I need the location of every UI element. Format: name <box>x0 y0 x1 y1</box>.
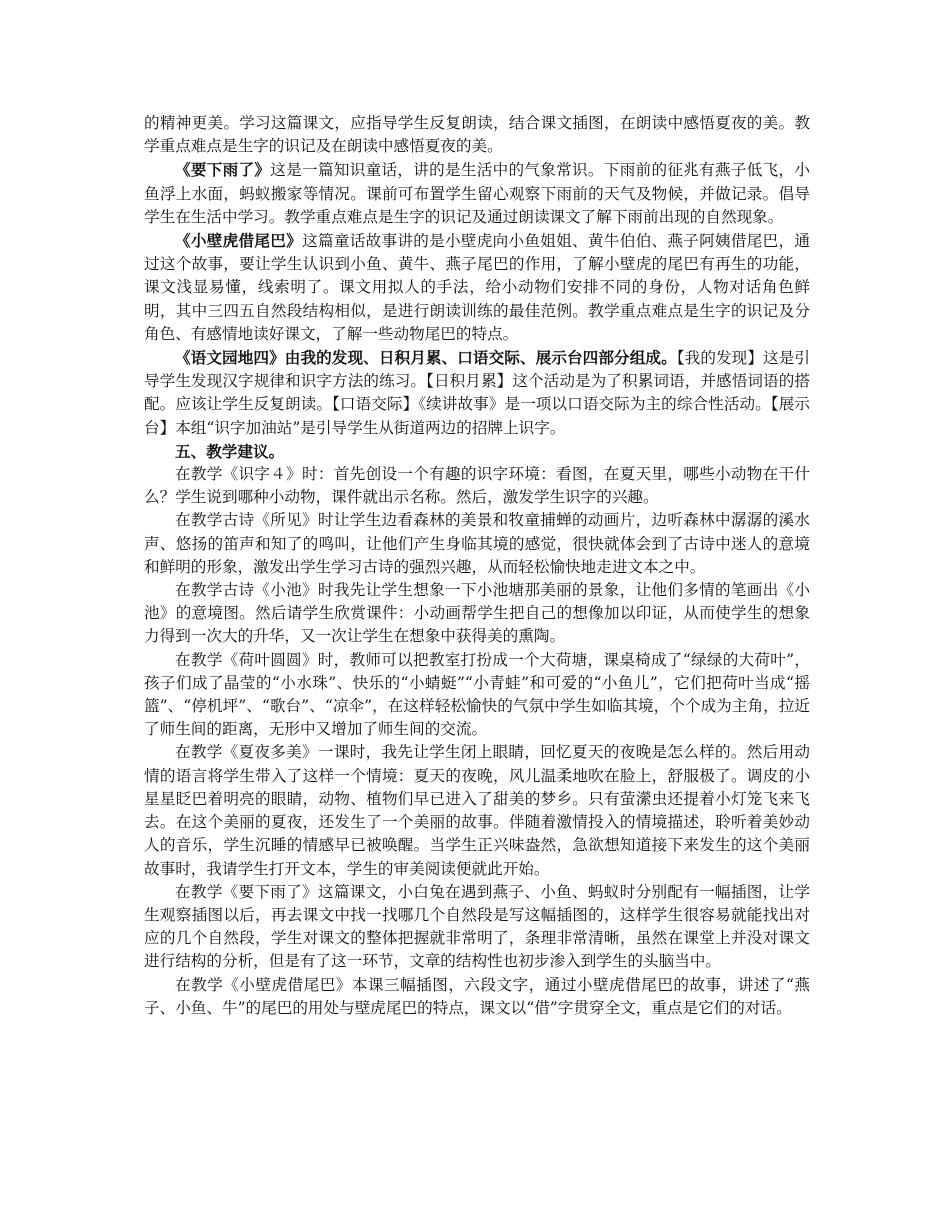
section-heading: 五、教学建议。 <box>175 441 285 461</box>
lesson-title: 《要下雨了》 <box>175 160 271 180</box>
paragraph-he-ye: 在教学《荷叶圆圆》时，教师可以把教室打扮成一个大荷塘，课桌椅成了“绿绿的大荷叶”，孩子们成了晶莹的“小水珠”、快乐的“小蜻蜓”“小青蛙”和可爱的“小鱼儿”，它们把荷叶当成“摇篮”、“停机坪”、“歌台”、“凉伞”，在这样轻松愉快的气氛中学生如临其境，个个成为主角，拉近了师生间的距离，无形中又增加了师生间的交流。 <box>144 650 810 739</box>
document-page <box>144 112 810 1020</box>
paragraph-yu-wen-yuan-di <box>144 346 810 440</box>
paragraph-xiao-bi-hu-2: 在教学《小壁虎借尾巴》本课三幅插图，六段文字，通过小壁虎借尾巴的故事，讲述了“燕子、小鱼、牛”的尾巴的用处与壁虎尾巴的特点，课文以“借”字贯穿全文，重点是它们的对话。 <box>144 975 810 1017</box>
paragraph-text: 这篇童话故事讲的是小壁虎向小鱼姐姐、黄牛伯伯、燕子阿姨借尾巴，通过这个故事，要让学生认识到小鱼、黄牛、燕子尾巴的作用，了解小壁虎的尾巴有再生的功能，课文浅显易懂，线索明了。课文用拟人的手法，给小动物们安排不同的身份，人物对话角色鲜明，其中三四五自然段结构相似，是进行朗读训练的最佳范例。教学重点难点是生字的识记及分角色、有感情地读好课文，了解一些动物尾巴的特点。 <box>144 232 810 343</box>
paragraph-shi-zi-4: 在教学《识字４》时：首先创设一个有趣的识字环境：看图，在夏天里，哪些小动物在干什么？学生说到哪种小动物，课件就出示名称。然后，激发学生识字的兴趣。 <box>144 465 810 507</box>
lesson-title: 《小壁虎借尾巴》 <box>175 231 303 251</box>
paragraph-xia-ye: 在教学《夏夜多美》一课时，我先让学生闭上眼睛，回忆夏天的夜晚是怎么样的。然后用动情的语言将学生带入了这样一个情境：夏天的夜晚，风儿温柔地吹在脸上，舒服极了。调皮的小星星眨巴着明亮的眼睛，动物、植物们早已进入了甜美的梦乡。只有萤瀠虫还提着小灯笼飞来飞去。在这个美丽的夏夜，还发生了一个美丽的故事。伴随着激情投入的情境描述，聆听着美妙动人的音乐，学生沉睡的情感早已被唤醒。当学生正兴味盎然，急欲想知道接下来发生的这个美丽故事时，我请学生打开文本，学生的审美阅读便就此开始。 <box>144 743 810 878</box>
paragraph-continuation: 的精神更美。学习这篇课文，应指导学生反复朗读，结合课文插图，在朗读中感悟夏夜的美。教学重点难点是生字的识记及在朗读中感悟夏夜的美。 <box>144 114 810 156</box>
paragraph-yao-xia-yu-le <box>144 158 810 229</box>
paragraph-text: 【我的发现】这是引导学生发现汉字规律和识字方法的练习。【日积月累】这个活动是为了积累词语，并感悟词语的搭配。应该让学生反复朗读。【口语交际】《续讲故事》是一项以口语交际为主的综合性活动。【展示台】本组“识字加油站”是引导学生从街道两边的招牌上识字。 <box>144 349 810 437</box>
paragraph-xiao-bi-hu <box>144 229 810 346</box>
paragraph-suo-jian: 在教学古诗《所见》时让学生边看森林的美景和牧童捕蝉的动画片，边听森林中潺潺的溪水声、悠扬的笛声和知了的鸣叫，让他们产生身临其境的感觉，很快就体会到了古诗中迷人的意境和鲜明的形象，激发出学生学习古诗的强烈兴趣，从而轻松愉快地走进文本之中。 <box>144 511 810 576</box>
lesson-title: 《语文园地四》由我的发现、日积月累、口语交际、展示台四部分组成。 <box>175 348 677 368</box>
paragraph-xiao-chi: 在教学古诗《小池》时我先让学生想象一下小池塘那美丽的景象，让他们多情的笔画出《小池》的意境图。然后请学生欣赏课件：小动画帮学生把自己的想像加以印证，从而使学生的想象力得到一次大的升华，又一次让学生在想象中获得美的熏陶。 <box>144 581 810 646</box>
paragraph-yao-xia-yu-le-2: 在教学《要下雨了》这篇课文，小白兔在遇到燕子、小鱼、蚂蚁时分别配有一幅插图，让学生观察插图以后，再去课文中找一找哪几个自然段是写这幅插图的，这样学生很容易就能找出对应的几个自然段，学生对课文的整体把握就非常明了，条理非常清晰，虽然在课堂上并没对课文进行结构的分析，但是有了这一环节，文章的结构性也初步渗入到学生的头脑当中。 <box>144 882 810 971</box>
paragraph-text: 这是一篇知识童话，讲的是生活中的气象常识。下雨前的征兆有燕子低飞，小鱼浮上水面，蚂蚁搬家等情况。课前可布置学生留心观察下雨前的天气及物候，并做记录。倡导学生在生活中学习。教学重点难点是生字的识记及通过朗读课文了解下雨前出现的自然现象。 <box>144 161 810 226</box>
